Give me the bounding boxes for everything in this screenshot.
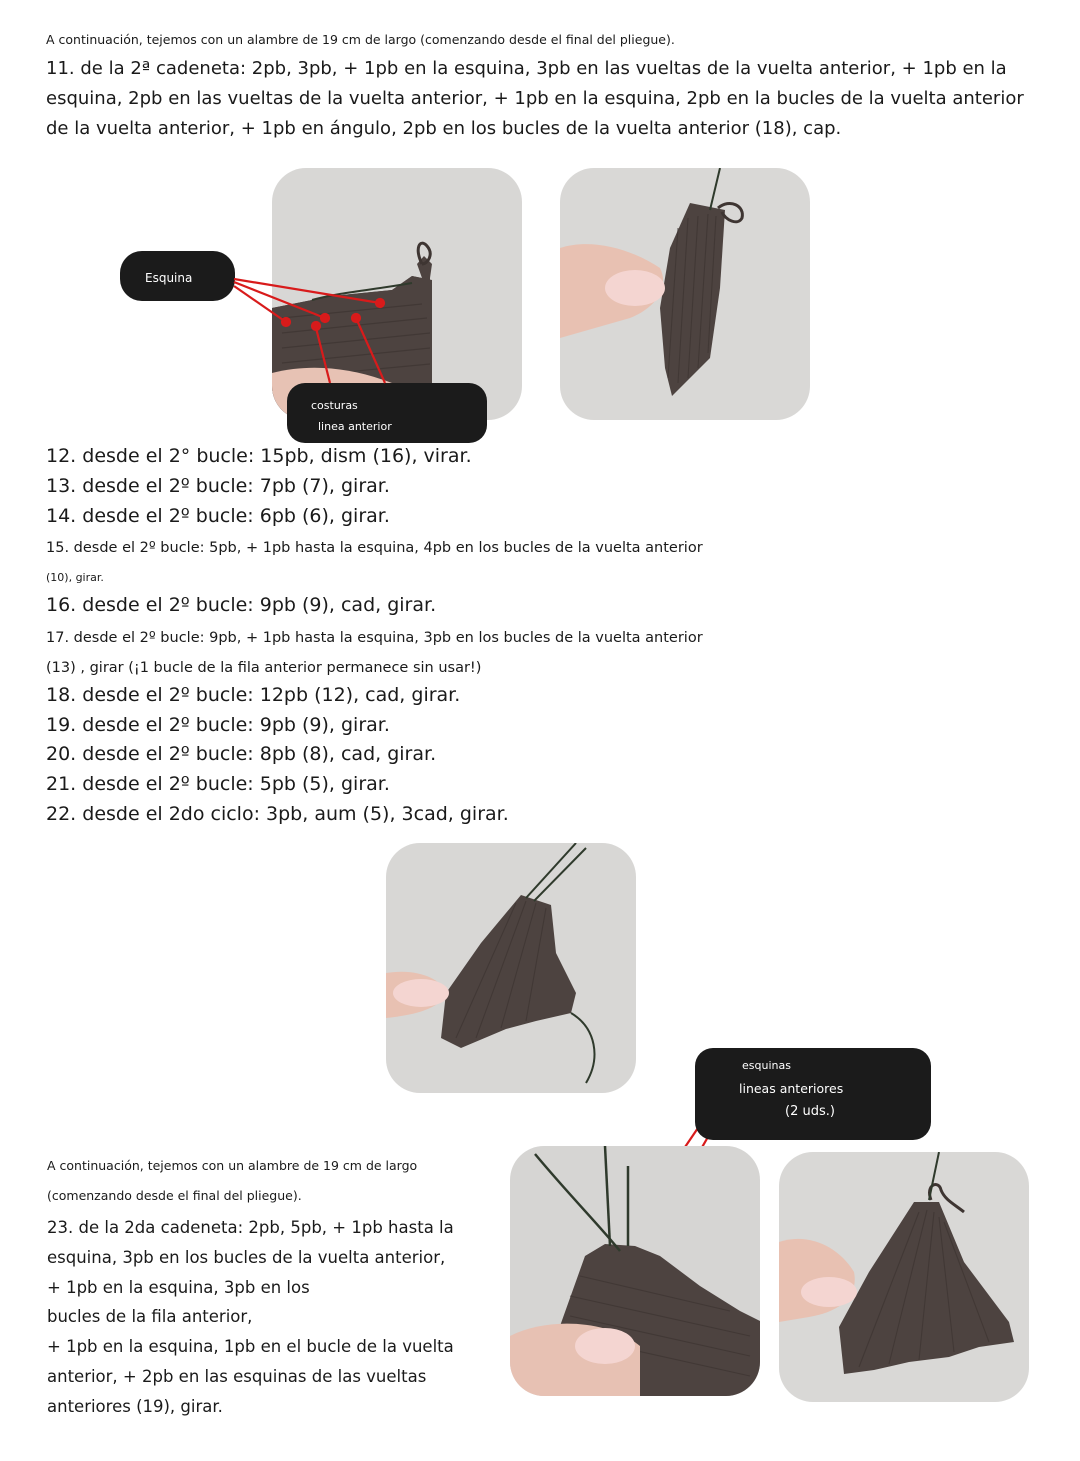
step-21: 21. desde el 2º bucle: 5pb (5), girar. bbox=[46, 773, 390, 795]
step-23-line: bucles de la fila anterior, bbox=[47, 1307, 253, 1327]
callout-corner-label: Esquina bbox=[145, 271, 193, 285]
step-20: 20. desde el 2º bucle: 8pb (8), cad, girar. bbox=[46, 743, 437, 765]
callout-corners-line2: lineas anteriores bbox=[739, 1081, 844, 1096]
step-17-line1: 17. desde el 2º bucle: 9pb, + 1pb hasta la esquina, 3pb en los bucles de la vuelta anterior bbox=[46, 630, 703, 646]
step-11: 11. de la 2ª cadeneta: 2pb, 3pb, + 1pb en la esquina, 3pb en las vueltas de la vuelta anterior, + 1pb en la esquina, 2pb en las vueltas de la vuelta anterior, + 1pb en la esquina, 2pb en la bucles de la vuelta anterior de la vuelta anterior, + 1pb en ángulo, 2pb en los bucles de la vuelta anterior (18), cap. bbox=[46, 58, 1024, 139]
step-23-line: esquina, 3pb en los bucles de la vuelta anterior, bbox=[47, 1247, 446, 1267]
callout-seams bbox=[287, 383, 487, 443]
callout-corners bbox=[695, 1048, 931, 1140]
step-23-line: anteriores (19), girar. bbox=[47, 1396, 223, 1416]
step-23-line: anterior, + 2pb en las esquinas de las vueltas bbox=[47, 1366, 427, 1386]
callout-corners-line1: esquinas bbox=[742, 1059, 791, 1072]
step-16: 16. desde el 2º bucle: 9pb (9), cad, girar. bbox=[46, 594, 437, 616]
step-23-line: + 1pb en la esquina, 3pb en los bbox=[47, 1277, 310, 1297]
step-17-line2: (13) , girar (¡1 bucle de la fila anterior permanece sin usar!) bbox=[46, 660, 482, 676]
step-23-line: + 1pb en la esquina, 1pb en el bucle de la vuelta bbox=[47, 1337, 454, 1357]
step-22: 22. desde el 2do ciclo: 3pb, aum (5), 3cad, girar. bbox=[46, 803, 509, 825]
step-12: 12. desde el 2° bucle: 15pb, dism (16), virar. bbox=[46, 445, 472, 467]
step-23-line: 23. de la 2da cadeneta: 2pb, 5pb, + 1pb hasta la bbox=[47, 1218, 454, 1237]
intro-text-1: A continuación, tejemos con un alambre de 19 cm de largo (comenzando desde el final del pliegue). bbox=[46, 32, 675, 47]
step-15-line2: (10), girar. bbox=[46, 571, 104, 584]
callout-corners-line3: (2 uds.) bbox=[785, 1104, 835, 1119]
photo-triangle-piece bbox=[386, 843, 636, 1093]
step-15-line1: 15. desde el 2º bucle: 5pb, + 1pb hasta la esquina, 4pb en los bucles de la vuelta anterior bbox=[46, 540, 703, 556]
callout-seams-line2: linea anterior bbox=[318, 420, 392, 433]
step-14: 14. desde el 2º bucle: 6pb (6), girar. bbox=[46, 505, 390, 527]
intro-text-2-line1: A continuación, tejemos con un alambre de 19 cm de largo bbox=[47, 1158, 418, 1173]
photo-corner-lines bbox=[510, 1146, 760, 1396]
photo-finished-triangle bbox=[779, 1152, 1029, 1402]
step-18: 18. desde el 2º bucle: 12pb (12), cad, girar. bbox=[46, 684, 461, 706]
intro-text-2-line2: (comenzando desde el final del pliegue). bbox=[47, 1188, 302, 1203]
callout-corner bbox=[120, 251, 235, 301]
step-19: 19. desde el 2º bucle: 9pb (9), girar. bbox=[46, 714, 390, 736]
callout-seams-line1: costuras bbox=[311, 399, 358, 412]
step-23 bbox=[47, 1213, 454, 1422]
photo-piece-held bbox=[560, 168, 810, 420]
step-13: 13. desde el 2º bucle: 7pb (7), girar. bbox=[46, 475, 390, 497]
